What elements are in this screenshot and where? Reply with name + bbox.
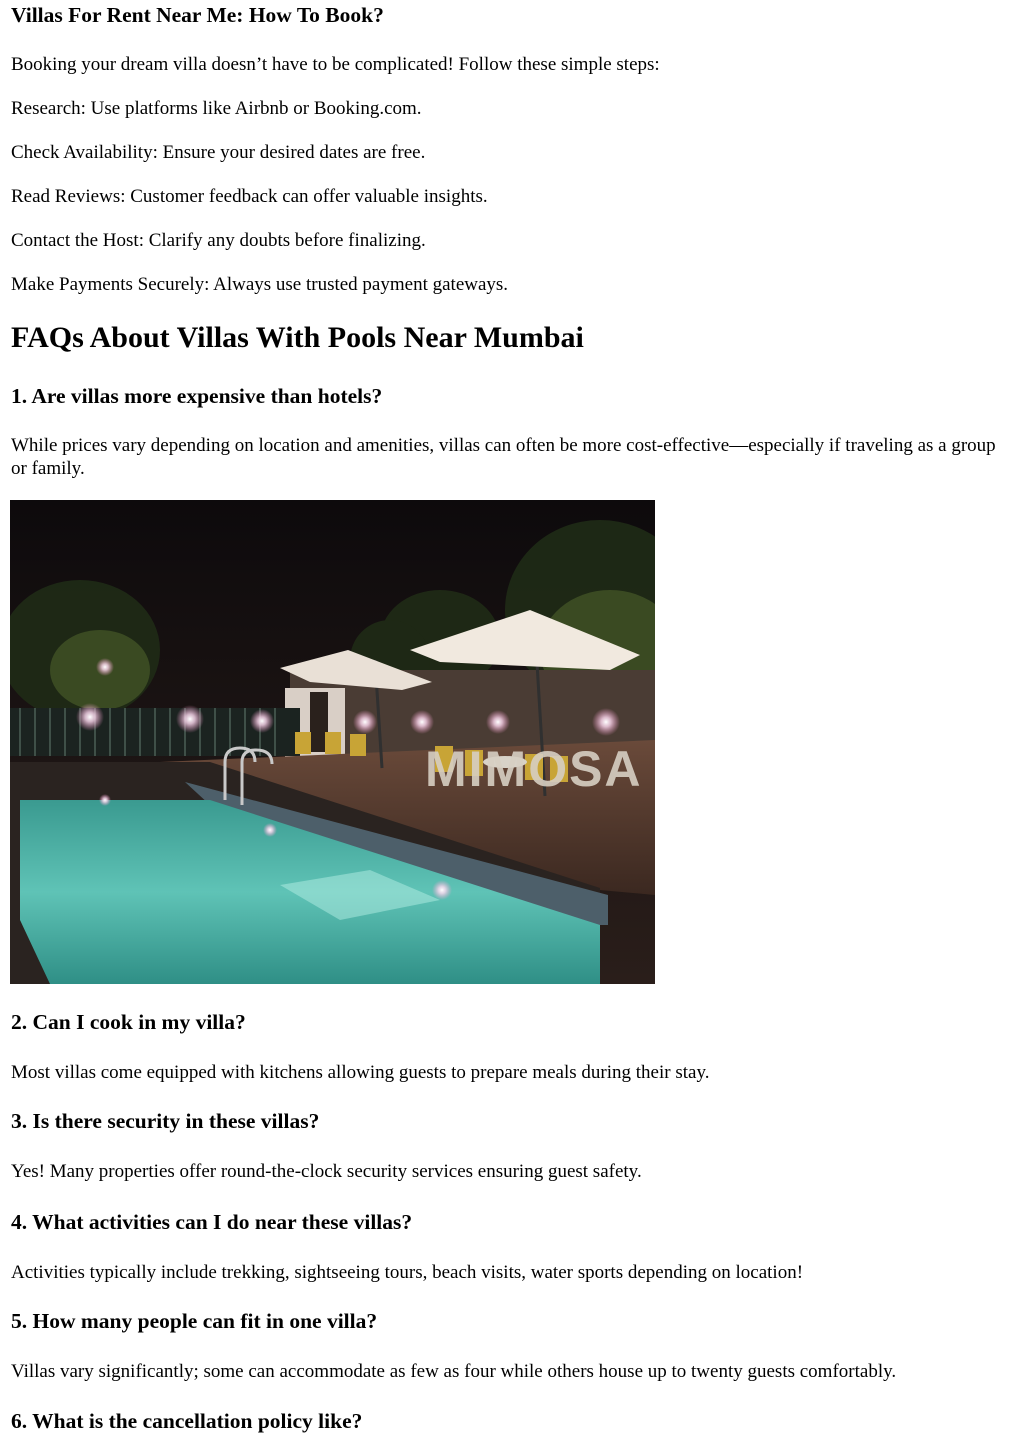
step-check-availability: Check Availability: Ensure your desired dates are free.	[11, 142, 426, 163]
faq-section-heading: FAQs About Villas With Pools Near Mumbai	[11, 321, 584, 354]
faq-answer-4: Activities typically include trekking, sightseeing tours, beach visits, water sports depending on location!	[11, 1262, 804, 1283]
step-research: Research: Use platforms like Airbnb or Booking.com.	[11, 98, 422, 119]
faq-question-3: 3. Is there security in these villas?	[11, 1109, 320, 1133]
faq-question-4: 4. What activities can I do near these villas?	[11, 1210, 413, 1234]
faq-answer-2: Most villas come equipped with kitchens allowing guests to prepare meals during their stay.	[11, 1062, 710, 1083]
step-contact-host: Contact the Host: Clarify any doubts before finalizing.	[11, 230, 426, 251]
faq-question-6: 6. What is the cancellation policy like?	[11, 1409, 363, 1433]
faq-answer-3: Yes! Many properties offer round-the-clock security services ensuring guest safety.	[11, 1161, 642, 1182]
faq-question-5: 5. How many people can fit in one villa?	[11, 1309, 378, 1333]
pool-night-illustration	[10, 500, 655, 984]
sign-lettering: MIMOSA	[425, 741, 643, 797]
faq-question-1: 1. Are villas more expensive than hotels?	[11, 384, 383, 408]
faq-answer-5: Villas vary significantly; some can accommodate as few as four while others house up to twenty guests comfortably.	[11, 1361, 897, 1382]
step-read-reviews: Read Reviews: Customer feedback can offer valuable insights.	[11, 186, 488, 207]
faq-question-2: 2. Can I cook in my villa?	[11, 1010, 246, 1034]
villa-pool-photo	[10, 500, 655, 984]
book-intro: Booking your dream villa doesn’t have to be complicated! Follow these simple steps:	[11, 54, 660, 75]
book-section-heading: Villas For Rent Near Me: How To Book?	[11, 3, 384, 27]
step-make-payments: Make Payments Securely: Always use trusted payment gateways.	[11, 274, 509, 295]
faq-answer-1: While prices vary depending on location and amenities, villas can often be more cost-effective—especially if traveling as a group or family.	[11, 435, 996, 479]
